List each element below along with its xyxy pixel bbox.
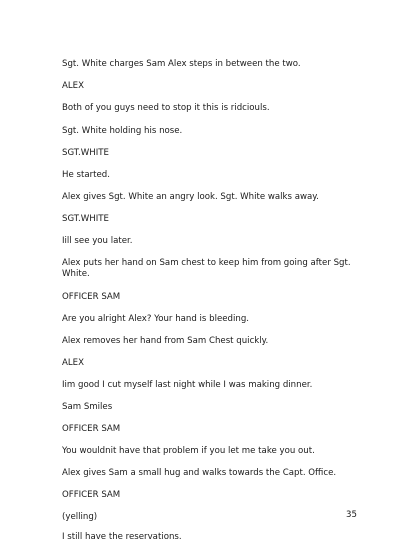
action-line: Sam Smiles <box>62 402 113 412</box>
action-line: Alex puts her hand on Sam chest to keep him from going after Sgt. White. <box>62 258 351 279</box>
dialogue-line: Iim good I cut myself last night while I was making dinner. <box>62 380 313 390</box>
character-name: SGT.WHITE <box>62 148 109 158</box>
dialogue-line: Iill see you later. <box>62 236 133 246</box>
character-name: OFFICER SAM <box>62 490 121 500</box>
dialogue-line: Are you alright Alex? Your hand is bleeding. <box>62 314 250 324</box>
character-name: OFFICER SAM <box>62 292 121 302</box>
character-name: ALEX <box>62 358 84 368</box>
action-line: Alex gives Sgt. White an angry look. Sgt. White walks away. <box>62 192 319 202</box>
character-name: OFFICER SAM <box>62 424 121 434</box>
parenthetical: (yelling) <box>62 512 98 522</box>
dialogue-line: He started. <box>62 170 110 180</box>
dialogue-line: Both of you guys need to stop it this is ridciouls. <box>62 103 270 113</box>
action-line: Sgt. White charges Sam Alex steps in between the two. <box>62 59 301 69</box>
character-name: SGT.WHITE <box>62 214 109 224</box>
page-number: 35 <box>346 510 357 520</box>
action-line: Alex removes her hand from Sam Chest quickly. <box>62 336 269 346</box>
character-name: ALEX <box>62 81 84 91</box>
action-line: Alex gives Sam a small hug and walks towards the Capt. Office. <box>62 468 337 478</box>
dialogue-line: You wouldnit have that problem if you let me take you out. <box>62 446 315 456</box>
action-line: Sgt. White holding his nose. <box>62 126 183 136</box>
dialogue-line: I still have the reservations. <box>62 532 182 542</box>
